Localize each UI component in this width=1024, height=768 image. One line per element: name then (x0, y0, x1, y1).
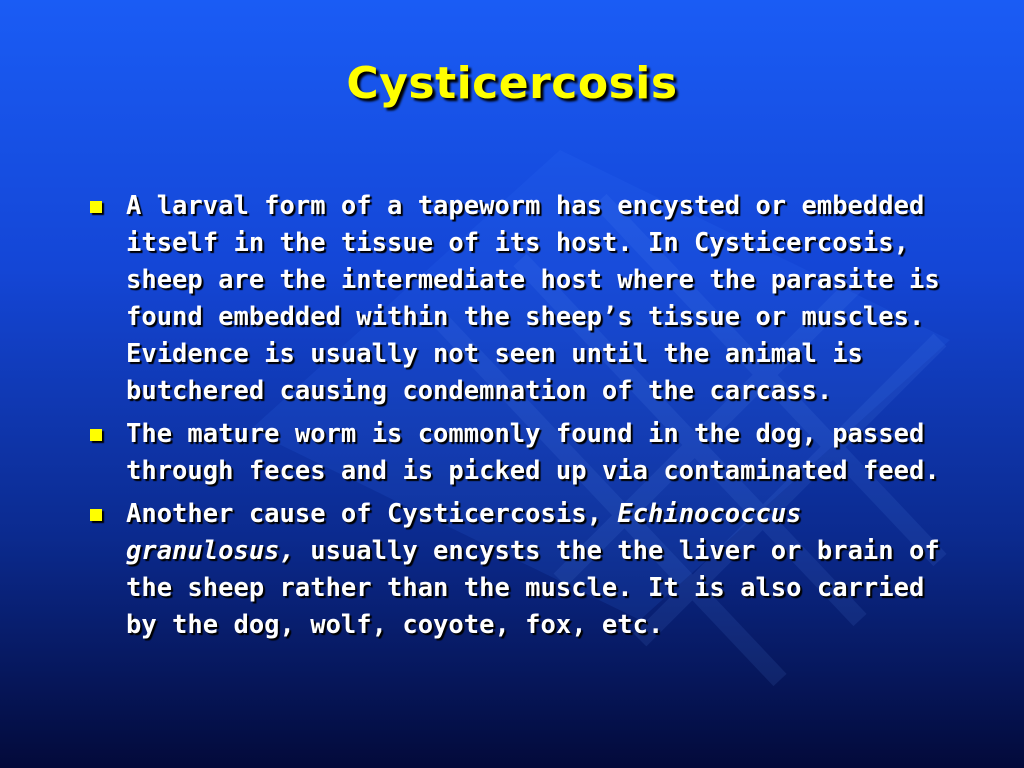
square-bullet-icon (90, 509, 102, 521)
bullet-item (88, 188, 948, 410)
slide-title: Cysticercosis (346, 58, 678, 109)
bullet-list (88, 188, 948, 650)
bullet-text: The mature worm is commonly found in the dog, passed through feces and is picked up via contaminated feed. (126, 419, 940, 486)
bullet-text-suffix: usually encysts the the liver or brain of the sheep rather than the muscle. It is also carried by the dog, wolf, coyote, fox, etc. (126, 536, 940, 640)
species-name: Echinococcus granulosus, (126, 499, 802, 566)
bullet-text-prefix: Another cause of Cysticercosis, (126, 499, 618, 529)
bullet-item (88, 416, 948, 490)
square-bullet-icon (90, 201, 102, 213)
square-bullet-icon (90, 429, 102, 441)
bullet-text: A larval form of a tapeworm has encysted or embedded itself in the tissue of its host. In Cysticercosis, sheep are the intermediate host where the parasite is found embedded within the sheep’s tissue or muscles. Evidence is usually not seen until the animal is butchered causing condemnation of the carcass. (126, 191, 940, 406)
bullet-item (88, 496, 948, 644)
